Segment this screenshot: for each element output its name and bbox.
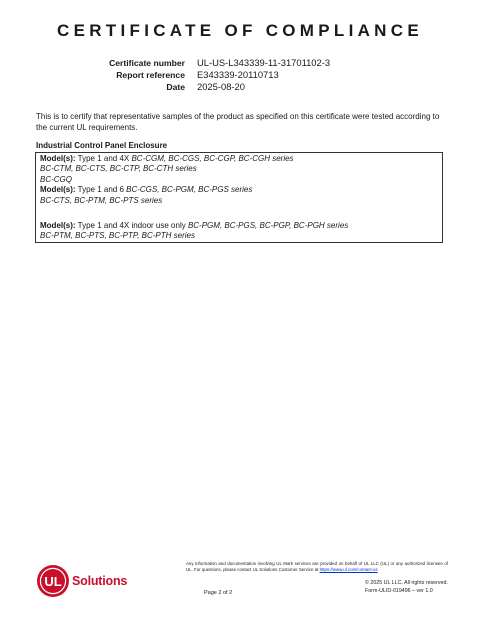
ul-logo-icon <box>34 562 74 602</box>
model-group-3 <box>40 221 438 231</box>
report-reference-label: Report reference <box>116 70 185 80</box>
copyright-text: © 2025 UL LLC. All rights reserved. <box>365 580 448 586</box>
model-group-3-type: Type 1 and 4X indoor use only <box>75 221 188 231</box>
form-id: Form-ULID-019496 – ver 1.0 <box>365 587 433 594</box>
model-group-2 <box>40 185 438 195</box>
brand-name: Solutions <box>72 574 128 588</box>
ul-logo-text: UL <box>44 574 62 589</box>
intro-paragraph: This is to certify that representative samples of the product as specified on this certificate were tested according to the current UL requirements. <box>36 112 440 132</box>
footer-note-text: Any information and documentation involving UL Mark services are provided on behalf of UL LLC (UL) or any authorized licensee of UL. For questions, please contact UL Solutions Customer Service at <box>186 561 448 572</box>
contact-link[interactable]: https://www.ul.com/contact-us <box>319 567 378 572</box>
certificate-number-label: Certificate number <box>109 58 185 68</box>
models-label: Model(s): <box>40 185 76 195</box>
page-number: Page 2 of 2 <box>204 590 233 596</box>
model-group-2-series-2: BC-CTS, BC-PTM, BC-PTS series <box>40 195 163 205</box>
model-group-3-series-2: BC-PTM, BC-PTS, BC-PTP, BC-PTH series <box>40 231 195 241</box>
models-label: Model(s): <box>40 221 76 231</box>
model-group-2-type: Type 1 and 6 <box>75 185 127 195</box>
date-value: 2025-08-20 <box>197 81 245 92</box>
models-label: Model(s): <box>40 154 76 163</box>
footer-note <box>186 561 448 573</box>
copyright-block <box>365 580 448 595</box>
date-label: Date <box>166 82 185 92</box>
certificate-number-value: UL-US-L343339-11-31701102-3 <box>197 57 331 68</box>
models-box <box>35 152 443 243</box>
certificate-title: CERTIFICATE OF COMPLIANCE <box>57 21 423 40</box>
model-group-1-type: Type 1 and 4X <box>75 154 132 163</box>
report-reference-value: E343339-20110713 <box>197 69 279 80</box>
model-group-1 <box>40 154 438 164</box>
model-group-1-series-1: BC-CGM, BC-CGS, BC-CGP, BC-CGH series <box>131 154 294 163</box>
model-group-1-series-2: BC-CTM, BC-CTS, BC-CTP, BC-CTH series <box>40 164 197 174</box>
model-group-3-series-1: BC-PGM, BC-PGS, BC-PGP, BC-PGH series <box>187 221 349 231</box>
section-title: Industrial Control Panel Enclosure <box>36 141 168 150</box>
model-group-2-series-1: BC-CGS, BC-PGM, BC-PGS series <box>126 185 253 195</box>
model-group-1-series-3: BC-CGQ <box>40 174 72 184</box>
